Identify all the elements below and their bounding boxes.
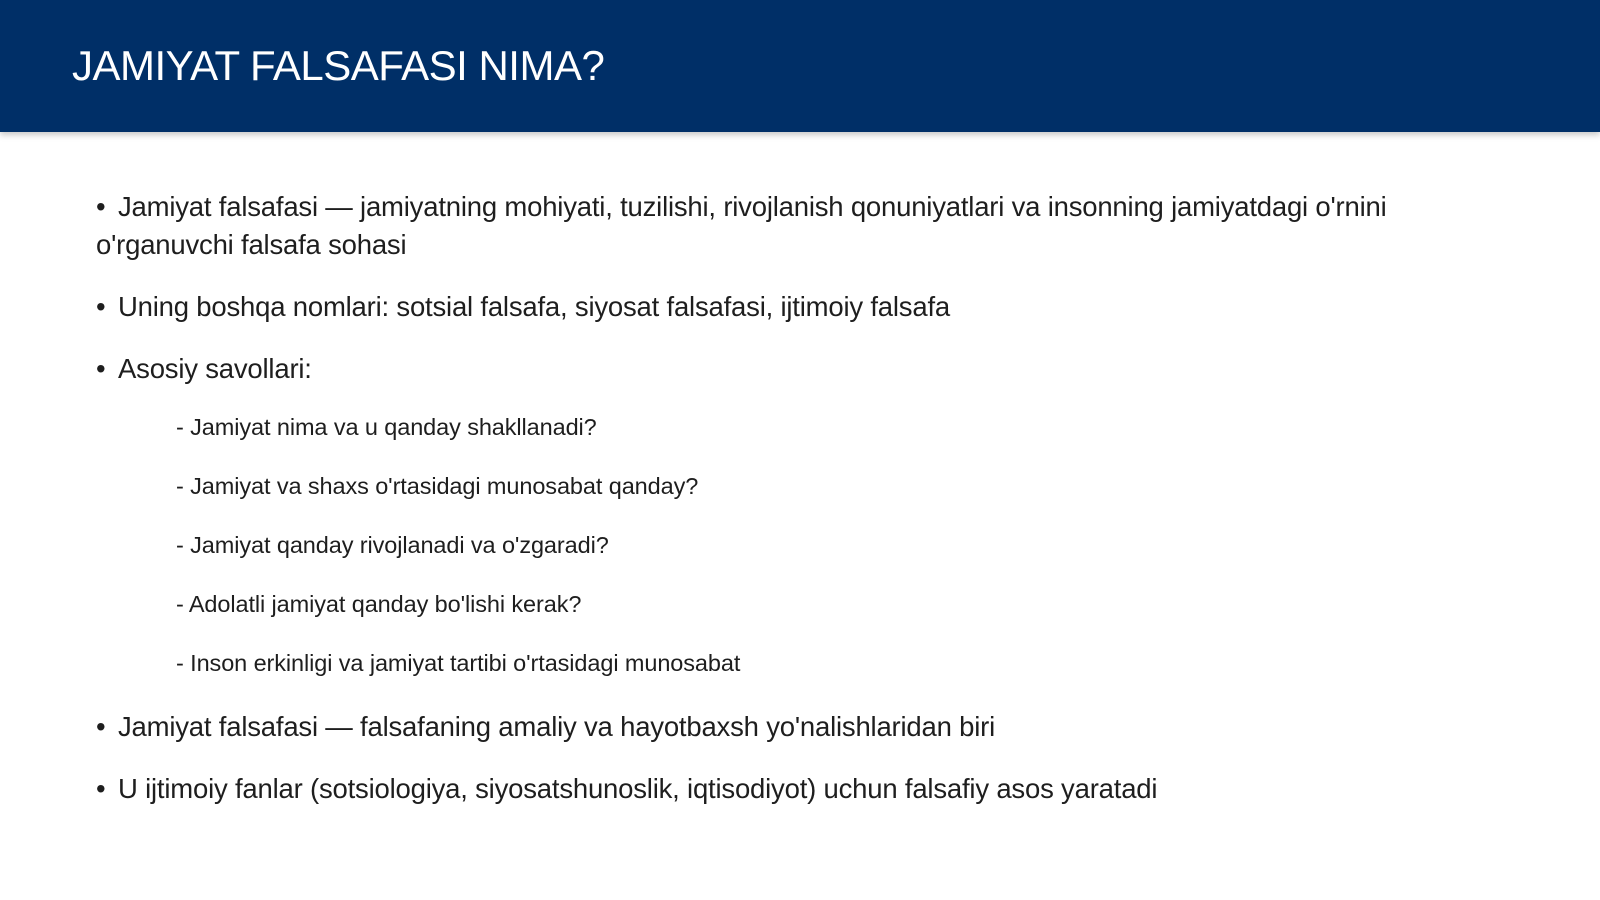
bullet-other-names	[96, 288, 1506, 326]
sub-item: - Jamiyat nima va u qanday shakllanadi?	[176, 414, 597, 440]
bullet-social-sciences	[96, 770, 1506, 808]
sub-item: - Inson erkinligi va jamiyat tartibi o'rtasidagi munosabat	[176, 650, 741, 676]
bullet-marker: •	[96, 353, 106, 384]
sub-item: - Jamiyat va shaxs o'rtasidagi munosabat qanday?	[176, 473, 699, 499]
bullet-text: Jamiyat falsafasi — jamiyatning mohiyati, tuzilishi, rivojlanish qonuniyatlari va insonning jamiyatdagi o'rnini o'rganuvchi falsafa sohasi	[96, 191, 1387, 260]
questions-sublist	[96, 412, 1506, 678]
bullet-text: U ijtimoiy fanlar (sotsiologiya, siyosatshunoslik, iqtisodiyot) uchun falsafiy asos yaratadi	[118, 773, 1158, 804]
bullet-main-questions	[96, 350, 1506, 388]
bullet-practical-direction	[96, 708, 1506, 746]
bullet-marker: •	[96, 711, 106, 742]
bullet-text: Uning boshqa nomlari: sotsial falsafa, siyosat falsafasi, ijtimoiy falsafa	[118, 291, 950, 322]
bullet-marker: •	[96, 191, 106, 222]
bullet-marker: •	[96, 291, 106, 322]
slide-header	[0, 0, 1600, 132]
bullet-marker: •	[96, 773, 106, 804]
bullet-text: Asosiy savollari:	[118, 353, 312, 384]
bullet-definition	[96, 188, 1506, 264]
slide-title: JAMIYAT FALSAFASI NIMA?	[72, 42, 605, 89]
sub-item: - Jamiyat qanday rivojlanadi va o'zgaradi?	[176, 532, 609, 558]
sub-item: - Adolatli jamiyat qanday bo'lishi kerak?	[176, 591, 582, 617]
slide-content	[96, 188, 1506, 832]
bullet-text: Jamiyat falsafasi — falsafaning amaliy va hayotbaxsh yo'nalishlaridan biri	[118, 711, 996, 742]
